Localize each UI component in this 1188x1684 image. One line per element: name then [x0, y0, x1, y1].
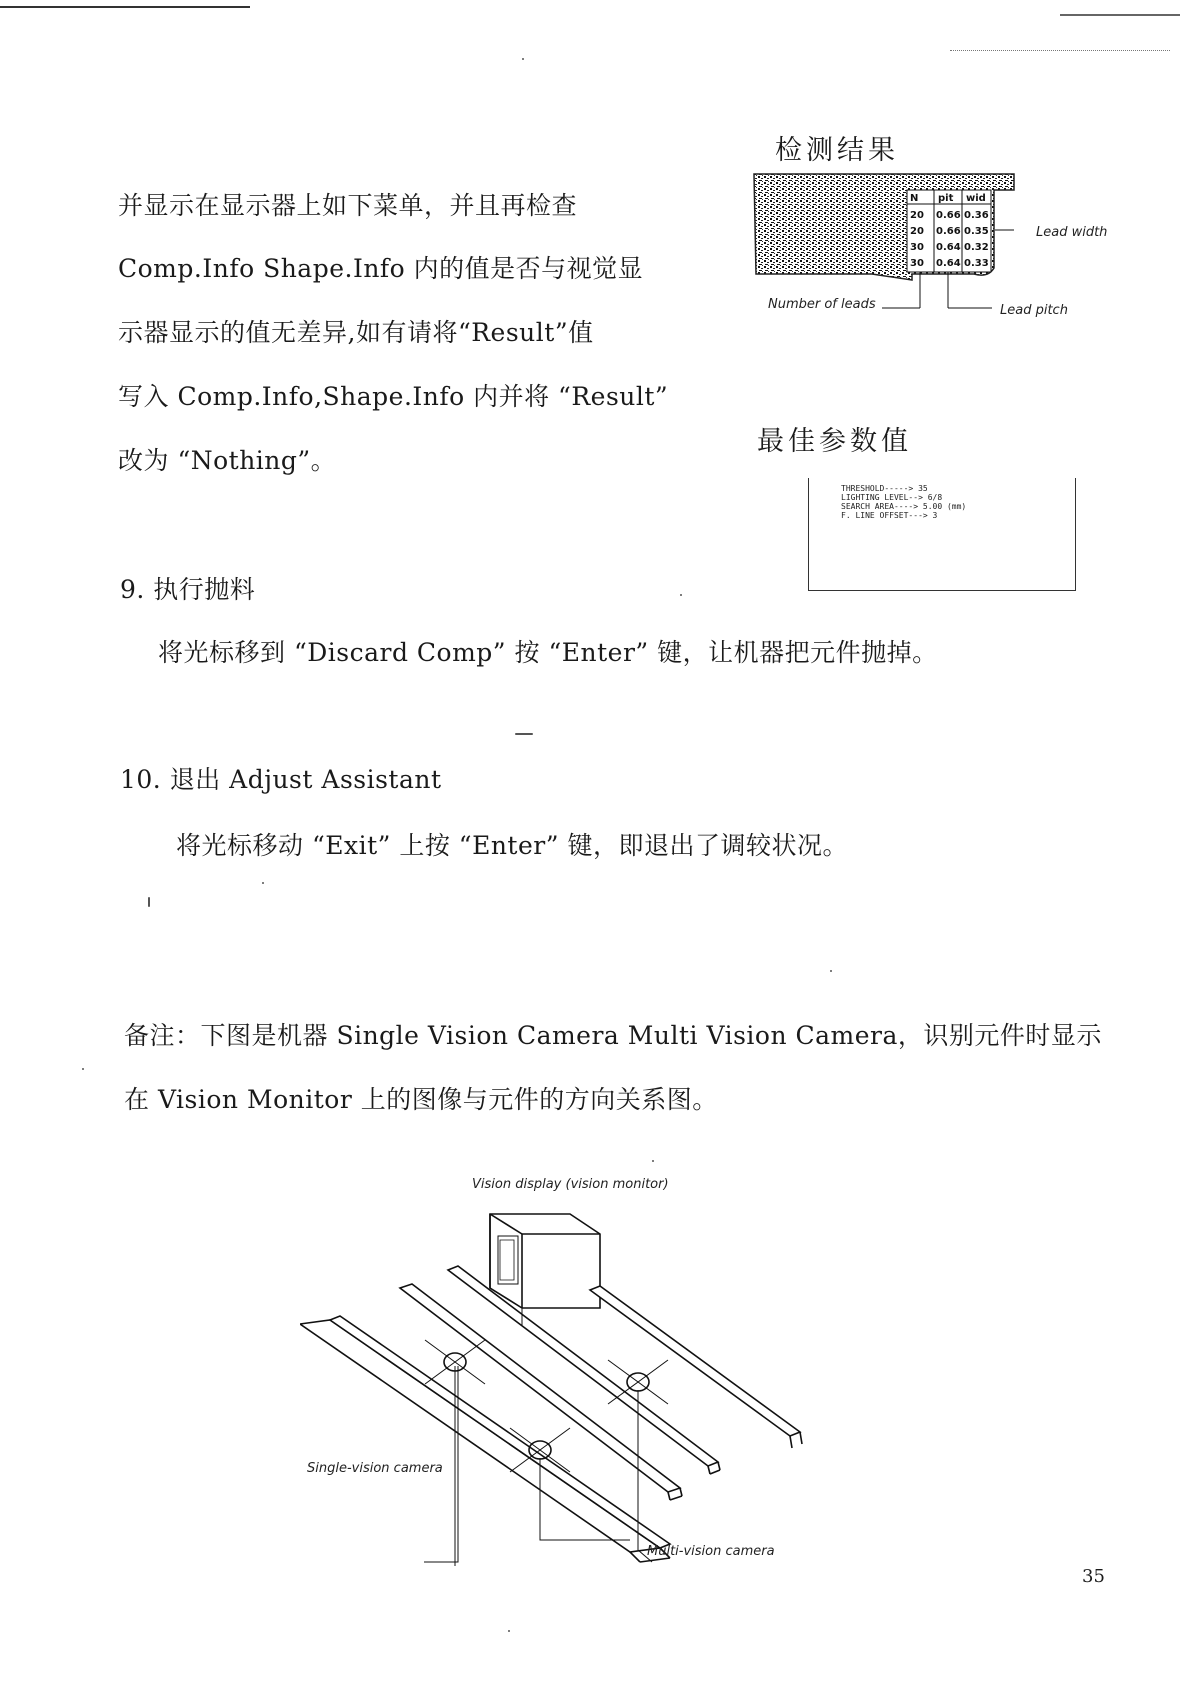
intro-line-4: 写入 Comp.Info,Shape.Info 内并将 “Result” — [118, 382, 669, 411]
param-figure-title: 最佳参数值 — [757, 426, 912, 457]
scan-speck — [148, 897, 150, 907]
top-right-scan-noise-2 — [950, 50, 1170, 52]
step10-heading: 10. 退出 Adjust Assistant — [120, 765, 442, 794]
result-figure-title: 检测结果 — [775, 135, 899, 166]
param-line-3: SEARCH AREA----> 5.00 (mm) — [841, 502, 967, 511]
param-line-4: F. LINE OFFSET---> 3 — [841, 511, 938, 520]
cell: 30 — [910, 242, 924, 253]
camera-diagram-image — [300, 1170, 820, 1570]
param-line-1: THRESHOLD-----> 35 — [841, 484, 928, 493]
cell: 0.35 — [964, 226, 989, 237]
cell: 0.33 — [964, 258, 989, 269]
param-box — [808, 478, 1076, 591]
scan-speck — [830, 970, 832, 972]
cell: 30 — [910, 258, 924, 269]
cell: 0.64 — [936, 258, 961, 269]
col-wid: wid — [966, 193, 986, 204]
intro-line-3: 示器显示的值无差异,如有请将“Result”值 — [118, 318, 594, 347]
label-lead-width: Lead width — [1036, 225, 1108, 240]
step9-body: 将光标移到 “Discard Comp” 按 “Enter” 键，让机器把元件抛掉。 — [158, 638, 938, 667]
step10-body: 将光标移动 “Exit” 上按 “Enter” 键，即退出了调较状况。 — [176, 831, 848, 860]
scan-speck — [508, 1630, 510, 1632]
scan-speck — [82, 1068, 84, 1070]
intro-line-5: 改为 “Nothing”。 — [118, 446, 337, 475]
top-right-scan-noise — [1060, 14, 1180, 16]
result-figure — [752, 170, 1112, 315]
step9-heading: 9. 执行抛料 — [120, 575, 256, 604]
label-multi-vision-camera: Multi-vision camera — [647, 1544, 775, 1559]
label-single-vision-camera: Single-vision camera — [307, 1461, 443, 1476]
label-vision-display: Vision display (vision monitor) — [472, 1177, 669, 1192]
page-number: 35 — [1082, 1566, 1105, 1587]
param-line-2: LIGHTING LEVEL--> 6/8 — [841, 493, 943, 502]
scan-speck — [522, 58, 524, 60]
note-line-1: 备注：下图是机器 Single Vision Camera Multi Vision Camera，识别元件时显示 — [124, 1021, 1102, 1050]
result-figure-image — [752, 170, 1112, 315]
note-line-2: 在 Vision Monitor 上的图像与元件的方向关系图。 — [124, 1085, 718, 1114]
top-rule — [0, 6, 250, 8]
scan-speck — [652, 1160, 654, 1162]
cell: 20 — [910, 210, 924, 221]
scan-speck — [515, 733, 533, 735]
cell: 20 — [910, 226, 924, 237]
cell: 0.32 — [964, 242, 989, 253]
scan-speck — [680, 594, 682, 596]
label-number-of-leads: Number of leads — [768, 297, 876, 312]
cell: 0.66 — [936, 210, 961, 221]
intro-line-2: Comp.Info Shape.Info 内的值是否与视觉显 — [118, 254, 644, 283]
cell: 0.64 — [936, 242, 961, 253]
col-n: N — [910, 193, 919, 204]
cell: 0.66 — [936, 226, 961, 237]
intro-line-1: 并显示在显示器上如下菜单，并且再检查 — [118, 191, 578, 220]
cell: 0.36 — [964, 210, 989, 221]
label-lead-pitch: Lead pitch — [1000, 303, 1068, 318]
camera-diagram — [300, 1170, 820, 1570]
col-pit: pit — [938, 193, 954, 204]
scan-speck — [262, 882, 264, 884]
